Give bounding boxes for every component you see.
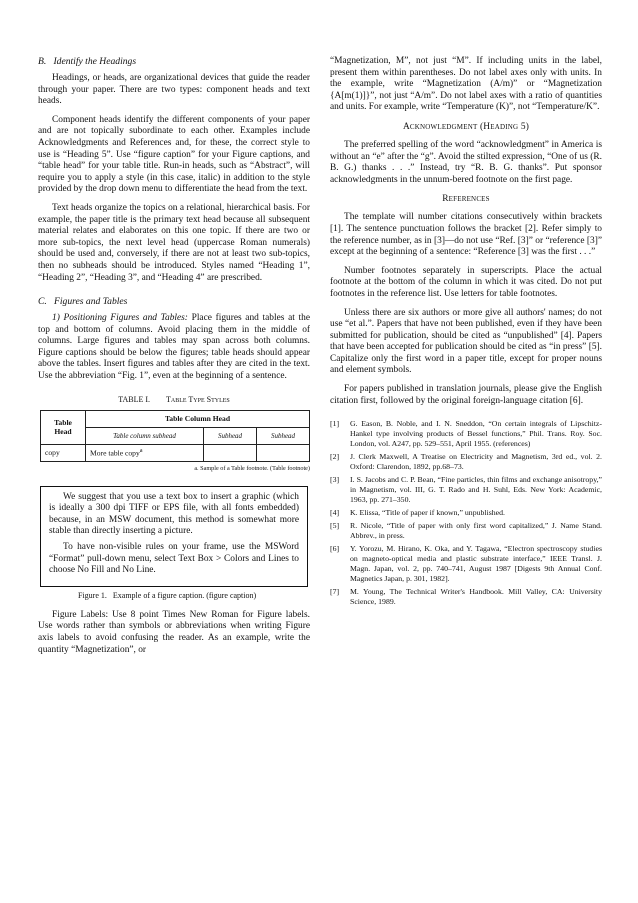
right-column <box>330 56 602 610</box>
paragraph-body: Place figures and tables at the top and bottom of columns. Avoid placing them in the middle of columns. Large figures and tables may span across both columns. Figure captions should be below the figures; table heads should appear above the tables. Insert figures and tables after they are cited in the text. Use the abbreviation “Fig. 1”, even at the beginning of a sentence. <box>38 313 310 382</box>
table-cell: More table copy$^a$ <box>86 444 204 461</box>
reference-number: [6] <box>330 544 340 554</box>
paragraph: “Magnetization, M”, not just “M”. If including units in the label, present them within parentheses. Do not label axes only with units. In the example, write “Magnetization (A/m)” or “Magnetization {A[m(1)]}”, not just “A/m”. Do not label axes with a ratio of quantities and units. For example, write “Temperature (K)”, not “Temperature/K”. <box>330 56 602 113</box>
section-title: Identify the Headings <box>53 56 137 67</box>
reference-text: M. Young, The Technical Writer's Handbook. Mill Valley, CA: University Science, 1989. <box>350 587 602 607</box>
figure-caption <box>78 591 310 600</box>
paragraph: Figure Labels: Use 8 point Times New Roman for Figure labels. Use words rather than symbols or abbreviations when writing Figure axis labels to avoid confusing the reader. As an example, write the quantity “Magnetization”, or <box>38 609 310 655</box>
reference-number: [1] <box>330 419 340 429</box>
references-heading: References <box>442 194 490 205</box>
table-title-text: Table Type Styles <box>166 394 230 404</box>
reference-item <box>330 475 602 505</box>
left-column <box>38 56 310 663</box>
table-subhead: Subhead <box>257 427 310 444</box>
table-title <box>38 395 310 404</box>
section-label: C. <box>38 296 47 308</box>
sample-table <box>40 410 310 462</box>
figure-label: Figure 1. <box>78 590 107 600</box>
acknowledgment-heading: Acknowledgment (Heading 5) <box>402 121 530 132</box>
paragraph: Text heads organize the topics on a relational, hierarchical basis. For example, the paper title is the primary text head because all subsequent material relates and elaborates on this one topic. If there are two or more sub-topics, the next level head (uppercase Roman numerals) should be used and, conversely, if there are not at least two sub-topics, then no subheads should be introduced. Styles named “Heading 1”, “Heading 2”, “Heading 3”, and “Heading 4” are prescribed. <box>38 202 310 283</box>
reference-number: [5] <box>330 521 340 531</box>
figure-text-box <box>40 486 308 587</box>
subsection-heading: 1) Positioning Figures and Tables: <box>52 313 188 324</box>
reference-item <box>330 521 602 541</box>
reference-number: [7] <box>330 587 340 597</box>
reference-number: [4] <box>330 508 340 518</box>
reference-list <box>330 419 602 607</box>
table-number: TABLE I. <box>118 394 151 404</box>
reference-text: R. Nicole, “Title of paper with only first word capitalized,” J. Name Stand. Abbrev., in press. <box>350 521 602 541</box>
reference-item <box>330 452 602 472</box>
table-column-head: Table Column Head <box>86 410 310 427</box>
table-subhead: Table column subhead <box>86 427 204 444</box>
paragraph <box>38 313 310 383</box>
paragraph: The template will number citations consecutively within brackets [1]. The sentence punctuation follows the bracket [2]. Refer simply to the reference number, as in [3]—do not use “Ref. [3]” or “reference [3]” except at the beginning of a sentence: “Reference [3] was the first . . .” <box>330 212 602 258</box>
section-label: B. <box>38 56 47 67</box>
paragraph: The preferred spelling of the word “acknowledgment” in America is without an “e” after the “g”. Avoid the stilted expression, “One of us (R. B. G.) thanks . . .” Instead, try “R. B. G. thanks”. Put sponsor acknowledgments in the unnum-bered footnote on the first page. <box>330 139 602 185</box>
section-heading-c <box>38 296 310 307</box>
figure-caption-text: Example of a figure caption. (figure caption) <box>112 590 257 600</box>
table-cell <box>204 444 257 461</box>
table-cell <box>257 444 310 461</box>
table-cell: copy <box>41 444 86 461</box>
reference-text: Y. Yorozu, M. Hirano, K. Oka, and Y. Tagawa, “Electron spectroscopy studies on magneto-optical media and plastic substrate interface,” IEEE Transl. J. Magn. Japan, vol. 2, pp. 740–741, August 1987 [Digests 9th Annual Conf. Magnetics Japan, p. 301, 1982]. <box>350 544 602 584</box>
box-paragraph: To have non-visible rules on your frame, use the MSWord “Format” pull-down menu, select Text Box > Colors and Lines to choose No Fill and No Line. <box>49 542 299 576</box>
table-footnote: a. Sample of a Table footnote. (Table footnote) <box>194 464 310 472</box>
reference-number: [2] <box>330 452 340 462</box>
table-subhead: Subhead <box>204 427 257 444</box>
reference-item <box>330 587 602 607</box>
paragraph: Headings, or heads, are organizational devices that guide the reader through your paper. There are two types: component heads and text heads. <box>38 73 310 107</box>
reference-number: [3] <box>330 475 340 485</box>
paragraph: Component heads identify the different components of your paper and are not topically subordinate to each other. Examples include Acknowledgments and References and, for these, the correct style to use is “Heading 5”. Use “figure caption” for your Figure captions, and “table head” for your table title. Run-in heads, such as “Abstract”, will require you to apply a style (in this case, italic) in addition to the style provided by the drop down menu to differentiate the head from the text. <box>38 114 310 195</box>
section-title: Figures and Tables <box>54 296 128 308</box>
section-heading-b <box>38 56 310 67</box>
reference-text: J. Clerk Maxwell, A Treatise on Electricity and Magnetism, 3rd ed., vol. 2. Oxford: Clarendon, 1892, pp.68–73. <box>350 452 602 472</box>
table-footnote-mark: a <box>139 447 143 455</box>
paragraph: Number footnotes separately in superscripts. Place the actual footnote at the bottom of the column in which it was cited. Do not put footnotes in the reference list. Use letters for table footnotes. <box>330 265 602 299</box>
paragraph: For papers published in translation journals, please give the English citation first, followed by the original foreign-language citation [6]. <box>330 384 602 406</box>
reference-text: G. Eason, B. Noble, and I. N. Sneddon, “On certain integrals of Lipschitz-Hankel type involving products of Bessel functions,” Phil. Trans. Roy. Soc. London, vol. A247, pp. 529–551, April 1955. (references) <box>350 419 602 449</box>
reference-item <box>330 508 602 518</box>
reference-item <box>330 544 602 584</box>
paragraph: Unless there are six authors or more give all authors' names; do not use “et al.”. Papers that have not been published, even if they have been submitted for publication, should be cited as “unpublished” [4]. Papers that have been accepted for publication should be cited as “in press” [5]. Capitalize only the first word in a paper title, except for proper nouns and element symbols. <box>330 307 602 376</box>
reference-text: K. Elissa, “Title of paper if known,” unpublished. <box>350 508 505 518</box>
table-stub-head: Table Head <box>41 410 86 444</box>
reference-text: I. S. Jacobs and C. P. Bean, “Fine particles, thin films and exchange anisotropy,” in Magnetism, vol. III, G. T. Rado and H. Suhl, Eds. New York: Academic, 1963, pp. 271–350. <box>350 475 602 505</box>
box-paragraph: We suggest that you use a text box to insert a graphic (which is ideally a 300 dpi TIFF or EPS file, with all fonts embedded) because, in an MSW document, this method is somewhat more stable than directly inserting a picture. <box>49 491 299 537</box>
reference-item <box>330 419 602 449</box>
